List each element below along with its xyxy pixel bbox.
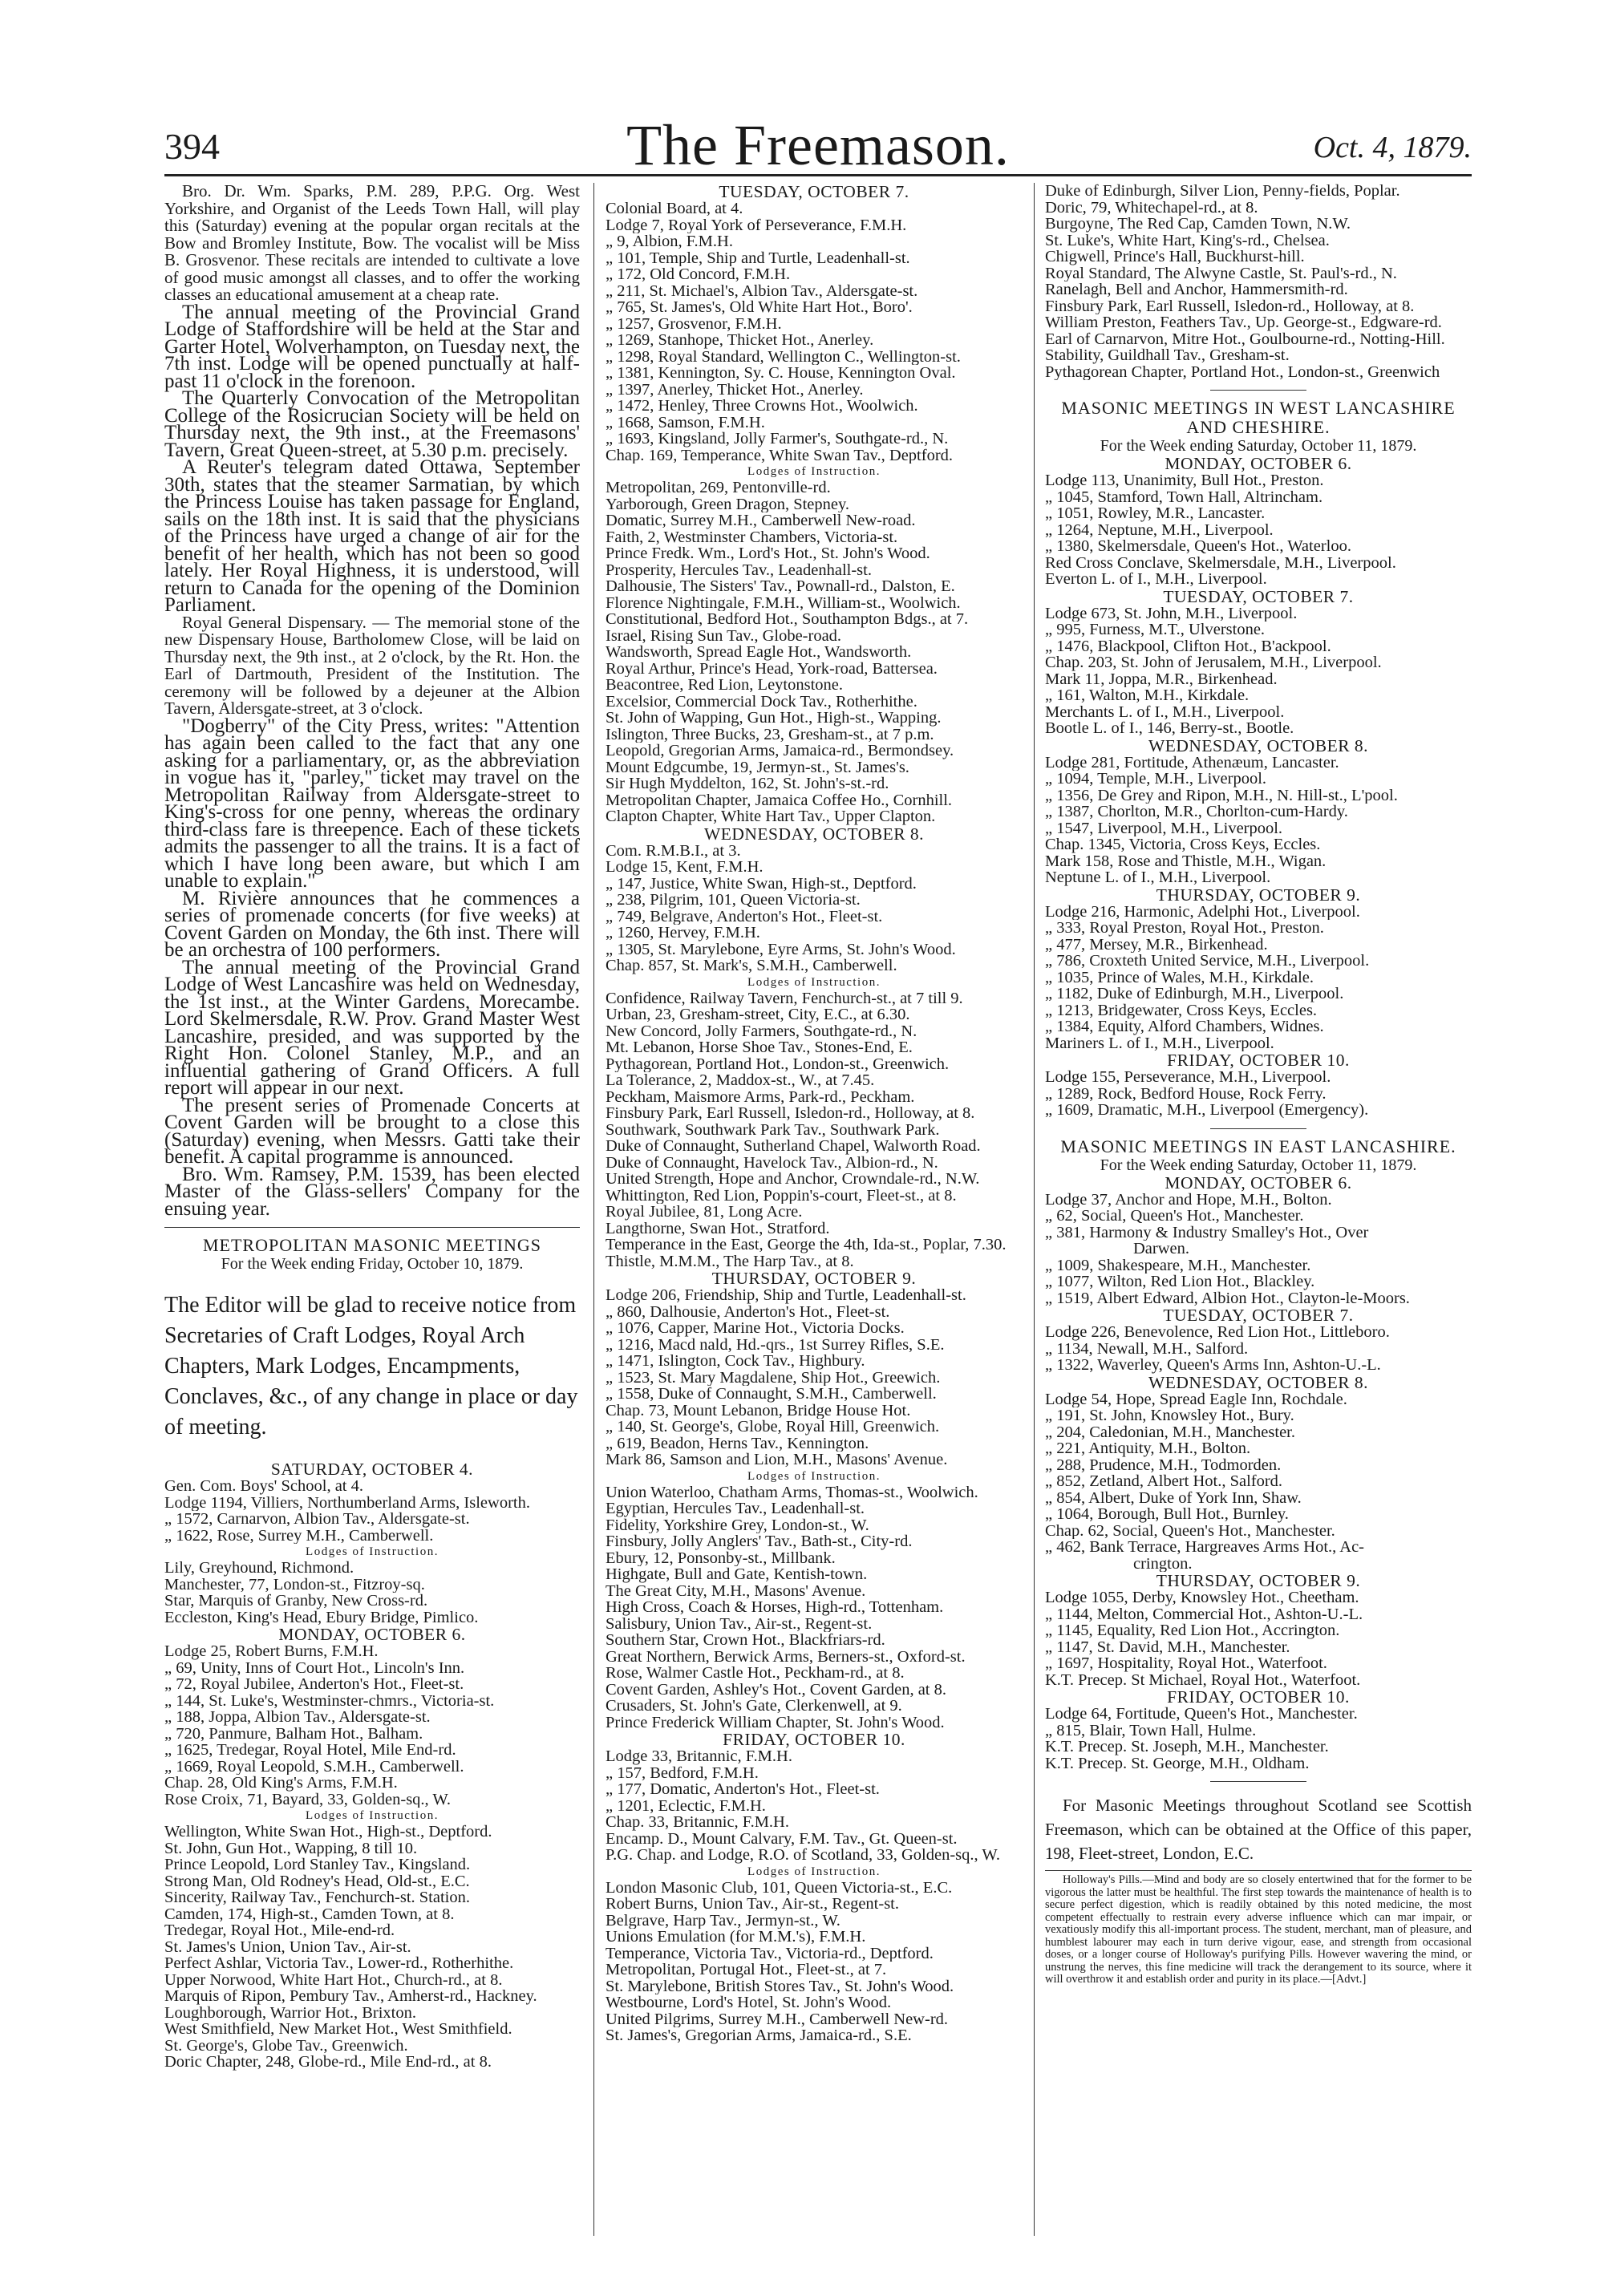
masthead-rule	[164, 174, 1472, 176]
meeting-list	[1045, 605, 1472, 737]
list-item: „ 1298, Royal Standard, Wellington C., Wellington-st.	[606, 348, 961, 365]
list-item: Finsbury, Jolly Anglers' Tav., Bath-st., City-rd.	[606, 1533, 913, 1550]
instruction-heading: Lodges of Instruction.	[747, 465, 881, 478]
list-item: Unions Emulation (for M.M.'s), F.M.H.	[606, 1929, 866, 1946]
list-item: Chap. 33, Britannic, F.M.H.	[606, 1814, 789, 1831]
list-item: „ 1305, St. Marylebone, Eyre Arms, St. John's Wood.	[606, 941, 956, 958]
list-item: Mount Edgcumbe, 19, Jermyn-st., St. James's.	[606, 759, 909, 775]
list-item: „ 1216, Macd nald, Hd.-qrs., 1st Surrey Rifles, S.E.	[606, 1336, 945, 1353]
list-item: Royal Standard, The Alwyne Castle, St. Paul's-rd., N.	[1045, 265, 1397, 281]
list-item: Stability, Guildhall Tav., Gresham-st.	[1045, 347, 1290, 364]
list-item: „ 1077, Wilton, Red Lion Hot., Blackley.	[1045, 1274, 1315, 1290]
list-item: St. John, Gun Hot., Wapping, 8 till 10.	[164, 1840, 418, 1857]
list-item: Everton L. of I., M.H., Liverpool.	[1045, 571, 1267, 588]
list-item: Finsbury Park, Earl Russell, Isledon-rd., Holloway, at 8.	[606, 1105, 975, 1122]
meeting-list	[606, 1880, 1023, 2044]
day-heading: TUESDAY, OCTOBER 7.	[1163, 1306, 1354, 1325]
list-item: „ 1201, Eclectic, F.M.H.	[606, 1797, 766, 1814]
list-item: Prince Frederick William Chapter, St. John's Wood.	[606, 1714, 945, 1731]
day-heading: TUESDAY, OCTOBER 7.	[719, 182, 909, 201]
list-item: „ 161, Walton, M.H., Kirkdale.	[1045, 687, 1250, 704]
list-item: „ 1381, Kennington, Sy. C. House, Kennington Oval.	[606, 365, 956, 382]
list-item: „ 144, St. Luke's, Westminster-chmrs., Victoria-st.	[164, 1692, 495, 1709]
list-item: Lodge 206, Friendship, Ship and Turtle, Leadenhall-st.	[606, 1287, 966, 1304]
list-item: Burgoyne, The Red Cap, Camden Town, N.W.	[1045, 216, 1351, 233]
meeting-list	[1045, 1391, 1472, 1573]
list-item: Mt. Lebanon, Horse Shoe Tav., Stones-End, E.	[606, 1039, 913, 1056]
list-item: Colonial Board, at 4.	[606, 200, 743, 217]
list-item: Doric, 79, Whitechapel-rd., at 8.	[1045, 199, 1258, 216]
list-item: Lodge 54, Hope, Spread Eagle Inn, Rochdale.	[1045, 1391, 1347, 1407]
list-item: Salisbury, Union Tav., Air-st., Regent-st.	[606, 1615, 873, 1632]
list-item: Wandsworth, Spread Eagle Hot., Wandsworth.	[606, 644, 912, 661]
list-item: „ 1397, Anerley, Thicket Hot., Anerley.	[606, 381, 864, 398]
list-item: Metropolitan, Portugal Hot., Fleet-st., at 7.	[606, 1962, 887, 1978]
list-item: Lodge 25, Robert Burns, F.M.H.	[164, 1643, 379, 1660]
list-item: „ 1182, Duke of Edinburgh, M.H., Liverpool.	[1045, 986, 1344, 1002]
list-item: „ 1269, Stanhope, Thicket Hot., Anerley.	[606, 332, 874, 349]
news-paragraph: Royal General Dispensary. — The memorial stone of the new Dispensary House, Bartholomew Close, will be laid on Thursday next, the 9th inst., at 2 o'clock, by the Rt. Hon. the Earl of Dartmouth, President of the Institution. The ceremony will be followed by a dejeuner at the Albion Tavern, Aldersgate-street, at 3 o'clock.	[164, 612, 580, 718]
list-item: „ 765, St. James's, Old White Hart Hot., Boro'.	[606, 299, 913, 316]
list-item: „ 72, Royal Jubilee, Anderton's Hot., Fleet-st.	[164, 1676, 464, 1693]
list-item: Thistle, M.M.M., The Harp Tav., at 8.	[606, 1253, 854, 1269]
list-item: „ 1519, Albert Edward, Albion Hot., Clayton-le-Moors.	[1045, 1290, 1410, 1306]
list-item: K.T. Precep. St Michael, Royal Hot., Waterfoot.	[1045, 1671, 1361, 1688]
list-item: Egyptian, Hercules Tav., Leadenhall-st.	[606, 1500, 865, 1517]
list-item: „ 157, Bedford, F.M.H.	[606, 1764, 759, 1781]
list-item: Beacontree, Red Lion, Leytonstone.	[606, 677, 844, 694]
news-paragraph: Bro. Wm. Ramsey, P.M. 1539, has been elected Master of the Glass-sellers' Company for the ensuing year.	[164, 1163, 580, 1220]
list-item: Duke of Connaught, Sutherland Chapel, Walworth Road.	[606, 1138, 981, 1155]
list-item: „ 69, Unity, Inns of Court Hot., Lincoln's Inn.	[164, 1659, 465, 1676]
list-item: „ 1356, De Grey and Ripon, M.H., N. Hill-st., L'pool.	[1045, 787, 1398, 804]
list-item: „ 1322, Waverley, Queen's Arms Inn, Ashton-U.-L.	[1045, 1357, 1381, 1374]
list-item: „ 101, Temple, Ship and Turtle, Leadenhall-st.	[606, 249, 910, 266]
meeting-list	[164, 1824, 580, 2071]
list-item: „ 852, Zetland, Albert Hot., Salford.	[1045, 1473, 1283, 1490]
list-item: „ 1145, Equality, Red Lion Hot., Accrington.	[1045, 1622, 1340, 1639]
list-item: Ebury, 12, Ponsonby-st., Millbank.	[606, 1549, 836, 1566]
day-heading: FRIDAY, OCTOBER 10.	[1167, 1051, 1350, 1070]
list-item: „ 860, Dalhousie, Anderton's Hot., Fleet-st.	[606, 1303, 890, 1320]
list-item: Lodge 1055, Derby, Knowsley Hot., Cheetham.	[1045, 1589, 1359, 1606]
list-item: „ 786, Croxteth United Service, M.H., Liverpool.	[1045, 953, 1370, 970]
list-item: Pythagorean, Portland Hot., London-st., Greenwich.	[606, 1055, 950, 1072]
list-item: United Strength, Hope and Anchor, Crowndale-rd., N.W.	[606, 1171, 980, 1188]
list-item: Chap. 203, St. John of Jerusalem, M.H., Liverpool.	[1045, 654, 1382, 671]
list-item: Lodge 113, Unanimity, Bull Hot., Preston.	[1045, 472, 1324, 489]
day-heading: WEDNESDAY, OCTOBER 8.	[703, 824, 925, 844]
list-item: Sincerity, Railway Tav., Fenchurch-st. Station.	[164, 1889, 470, 1906]
list-item: „ 1387, Chorlton, M.R., Chorlton-cum-Hardy.	[1045, 804, 1348, 820]
list-item: Crusaders, St. John's Gate, Clerkenwell, at 9.	[606, 1698, 902, 1715]
list-item: „ 1668, Samson, F.M.H.	[606, 414, 765, 431]
list-item: K.T. Precep. St. Joseph, M.H., Manchester.	[1045, 1739, 1329, 1755]
list-item: „ 381, Harmony & Industry Smalley's Hot., Over	[1045, 1224, 1369, 1241]
list-item: K.T. Precep. St. George, M.H., Oldham.	[1045, 1755, 1310, 1772]
list-item: Fidelity, Yorkshire Grey, London-st., W.	[606, 1516, 869, 1533]
list-item: „ 1572, Carnarvon, Albion Tav., Aldersgate-st.	[164, 1511, 470, 1528]
list-item: New Concord, Jolly Farmers, Southgate-rd., N.	[606, 1022, 917, 1039]
column-divider	[593, 183, 594, 2236]
list-item: Prosperity, Hercules Tav., Leadenhall-st.	[606, 561, 872, 578]
day-heading: WEDNESDAY, OCTOBER 8.	[1148, 735, 1369, 755]
list-item: Rose Croix, 71, Bayard, 33, Golden-sq., W.	[164, 1791, 452, 1808]
section-rule	[1210, 1781, 1306, 1782]
list-item: Clapton Chapter, White Hart Tav., Upper Clapton.	[606, 808, 936, 825]
list-item: „ 1625, Tredegar, Royal Hotel, Mile End-rd.	[164, 1742, 456, 1759]
list-item: St. George's, Globe Tav., Greenwich.	[164, 2037, 408, 2054]
list-item: Belgrave, Harp Tav., Jermyn-st., W.	[606, 1912, 840, 1929]
list-item: „ 1264, Neptune, M.H., Liverpool.	[1045, 521, 1274, 538]
list-item: Florence Nightingale, F.M.H., William-st., Woolwich.	[606, 594, 961, 611]
list-item: La Tolerance, 2, Maddox-st., W., at 7.45.	[606, 1072, 875, 1089]
list-item: Whittington, Red Lion, Poppin's-court, Fleet-st., at 8.	[606, 1187, 957, 1204]
newspaper-title: The Freemason.	[626, 113, 1010, 177]
list-item: Lodge 226, Benevolence, Red Lion Hot., Littleboro.	[1045, 1324, 1390, 1341]
instruction-heading: Lodges of Instruction.	[306, 1545, 439, 1558]
news-paragraph: M. Rivière announces that he commences a series of promenade concerts (for five weeks) at Covent Garden on Monday, the 6th inst. There will be an orchestra of 100 performers.	[164, 887, 580, 961]
list-item: „ 1669, Royal Leopold, S.M.H., Camberwell.	[164, 1758, 464, 1775]
section-heading: METROPOLITAN MASONIC MEETINGS	[202, 1235, 541, 1255]
list-item: West Smithfield, New Market Hot., West Smithfield.	[164, 2021, 512, 2038]
list-item: Royal Jubilee, 81, Long Acre.	[606, 1204, 803, 1221]
list-item: Temperance in the East, George the 4th, Ida-st., Poplar, 7.30.	[606, 1237, 1007, 1253]
list-item: Duke of Connaught, Havelock Tav., Albion-rd., N.	[606, 1154, 938, 1171]
list-item: Temperance, Victoria Tav., Victoria-rd., Deptford.	[606, 1945, 934, 1962]
news-paragraph: Bro. Dr. Wm. Sparks, P.M. 289, P.P.G. Org. West Yorkshire, and Organist of the Leeds Town Hall, will play this (Saturday) evening at the popular organ recitals at the Bow and Bromley Institute, Bow. The vocalist will be Miss B. Grosvenor. These recitals are intended to cultivate a love of good music amongst all classes, and to offer the working classes an educational amusement at a cheap rate.	[164, 181, 580, 304]
meeting-list	[1045, 472, 1472, 588]
list-item: „ 288, Prudence, M.H., Todmorden.	[1045, 1456, 1282, 1473]
list-item: „ 177, Domatic, Anderton's Hot., Fleet-st.	[606, 1781, 880, 1798]
instruction-heading: Lodges of Instruction.	[747, 1469, 881, 1483]
list-item: „ 815, Blair, Town Hall, Hulme.	[1045, 1722, 1257, 1739]
meeting-list	[606, 990, 1023, 1270]
list-item: William Preston, Feathers Tav., Up. George-st., Edgware-rd.	[1045, 314, 1442, 331]
list-item: Lodge 155, Perseverance, M.H., Liverpool.	[1045, 1069, 1331, 1086]
list-item: Lodge 673, St. John, M.H., Liverpool.	[1045, 605, 1298, 622]
list-item: St. Luke's, White Hart, King's-rd., Chelsea.	[1045, 232, 1330, 249]
list-item: Lodge 1194, Villiers, Northumberland Arms, Isleworth.	[164, 1494, 530, 1511]
list-item: „ 211, St. Michael's, Albion Tav., Aldersgate-st.	[606, 282, 918, 299]
section-rule	[1210, 390, 1306, 391]
section-subheading: For the Week ending Saturday, October 11, 1879.	[1100, 1156, 1417, 1174]
meeting-list	[164, 1478, 580, 1544]
instruction-heading: Lodges of Instruction.	[747, 975, 881, 989]
list-item: Chigwell, Prince's Hall, Buckhurst-hill.	[1045, 249, 1305, 265]
list-item: „ 1051, Rowley, M.R., Lancaster.	[1045, 505, 1266, 522]
list-item: „ 147, Justice, White Swan, High-st., Deptford.	[606, 875, 917, 892]
news-paragraph: A Reuter's telegram dated Ottawa, September 30th, states that the steamer Sarmatian, by which the Princess Louise has taken passage for England, sails on the 18th inst. It is said that the physicians of the Princess have urged a change of air for the benefit of her health, which has not been so good lately. Her Royal Highness, it is understood, will return to Canada for the opening of the Dominion Parliament.	[164, 456, 580, 616]
list-item: „ 1289, Rock, Bedford House, Rock Ferry.	[1045, 1085, 1327, 1102]
list-item: „ 462, Bank Terrace, Hargreaves Arms Hot., Ac-	[1045, 1539, 1364, 1556]
list-item: „ 1045, Stamford, Town Hall, Altrincham.	[1045, 488, 1323, 505]
column-2	[606, 183, 1023, 2044]
list-item: Prince Leopold, Lord Stanley Tav., Kingsland.	[164, 1857, 471, 1873]
list-item: Urban, 23, Gresham-street, City, E.C., at 6.30.	[606, 1006, 910, 1023]
editor-notice: The Editor will be glad to receive notice from Secretaries of Craft Lodges, Royal Arch Chapters, Mark Lodges, Encampments, Conclaves, &c., of any change in place or day of meeting.	[164, 1293, 578, 1440]
list-item: Mark 86, Samson and Lion, M.H., Masons' Avenue.	[606, 1452, 948, 1468]
list-item: „ 619, Beadon, Herns Tav., Kennington.	[606, 1435, 869, 1452]
list-item: Covent Garden, Ashley's Hot., Covent Garden, at 8.	[606, 1681, 947, 1698]
list-item: Israel, Rising Sun Tav., Globe-road.	[606, 627, 842, 644]
list-item: Dalhousie, The Sisters' Tav., Pownall-rd., Dalston, E.	[606, 578, 955, 595]
list-item: Perfect Ashlar, Victoria Tav., Lower-rd., Rotherhithe.	[164, 1955, 514, 1972]
list-item: Union Waterloo, Chatham Arms, Thomas-st., Woolwich.	[606, 1484, 978, 1500]
list-item: „ 1076, Capper, Marine Hot., Victoria Docks.	[606, 1320, 905, 1337]
list-item: „ 1094, Temple, M.H., Liverpool.	[1045, 771, 1267, 788]
list-item: St. John of Wapping, Gun Hot., High-st., Wapping.	[606, 710, 942, 727]
meeting-list	[1045, 755, 1472, 886]
list-item: Faith, 2, Westminster Chambers, Victoria-st.	[606, 528, 898, 545]
list-item: Mark 11, Joppa, M.R., Birkenhead.	[1045, 670, 1278, 687]
list-item: Langthorne, Swan Hot., Stratford.	[606, 1220, 830, 1237]
list-item: „ 1523, St. Mary Magdalene, Ship Hot., Greewich.	[606, 1369, 941, 1386]
list-item: Marquis of Ripon, Pembury Tav., Amherst-rd., Hackney.	[164, 1988, 537, 2005]
list-item: Red Cross Conclave, Skelmersdale, M.H., Liverpool.	[1045, 554, 1396, 571]
list-item: Loughborough, Warrior Hot., Brixton.	[164, 2004, 416, 2021]
list-item: Neptune L. of I., M.H., Liverpool.	[1045, 869, 1271, 886]
list-item: Excelsior, Commercial Dock Tav., Rotherhithe.	[606, 693, 917, 710]
list-item: Encamp. D., Mount Calvary, F.M. Tav., Gt. Queen-st.	[606, 1830, 958, 1847]
list-item: Chap. 857, St. Mark's, S.M.H., Camberwell.	[606, 958, 897, 974]
meeting-list	[1045, 183, 1472, 380]
news-paragraph: The annual meeting of the Provincial Grand Lodge of West Lancashire was held on Wednesday, the 1st inst., at the Winter Gardens, Morecambe. Lord Skelmersdale, R.W. Prov. Grand Master West Lancashire, presided, and was supported by the Right Hon. Colonel Stanley, M.P., and an influential gathering of Grand Officers. A full report will appear in our next.	[164, 956, 580, 1099]
day-heading: FRIDAY, OCTOBER 10.	[1167, 1687, 1350, 1707]
list-item: „ 1213, Bridgewater, Cross Keys, Eccles.	[1045, 1002, 1318, 1018]
list-item: Manchester, 77, London-st., Fitzroy-sq.	[164, 1576, 425, 1593]
list-item: Tredegar, Royal Hot., Mile-end-rd.	[164, 1922, 395, 1939]
news-paragraph: The annual meeting of the Provincial Grand Lodge of Staffordshire will be held at the Star and Garter Hotel, Wolverhampton, on Tuesday next, the 7th inst. Lodge will be opened punctually at half-past 11 o'clock in the forenoon.	[164, 301, 580, 392]
list-item: „ 1547, Liverpool, M.H., Liverpool.	[1045, 820, 1283, 836]
instruction-heading: Lodges of Instruction.	[747, 1865, 881, 1878]
list-item: St. James's Union, Union Tav., Air-st.	[164, 1938, 411, 1955]
section-subheading: For the Week ending Friday, October 10, 1879.	[221, 1255, 524, 1273]
list-item: Bootle L. of I., 146, Berry-st., Bootle.	[1045, 720, 1294, 737]
list-item: Yarborough, Green Dragon, Stepney.	[606, 496, 850, 512]
page-number: 394	[164, 126, 220, 167]
list-item: Constitutional, Bedford Hot., Southampton Bdgs., at 7.	[606, 611, 969, 628]
list-item: „ 1257, Grosvenor, F.M.H.	[606, 315, 782, 332]
list-item: Sir Hugh Myddelton, 162, St. John's-st.-rd.	[606, 775, 889, 792]
day-heading: MONDAY, OCTOBER 6.	[1165, 454, 1352, 473]
list-item: „ 854, Albert, Duke of York Inn, Shaw.	[1045, 1489, 1302, 1506]
list-item: The Great City, M.H., Masons' Avenue.	[606, 1582, 866, 1599]
list-item: „ 1693, Kingsland, Jolly Farmer's, Southgate-rd., N.	[606, 431, 949, 447]
list-item: „ 1035, Prince of Wales, M.H., Kirkdale.	[1045, 969, 1314, 986]
list-item: Lodge 37, Anchor and Hope, M.H., Bolton.	[1045, 1191, 1332, 1208]
list-item: Lodge 64, Fortitude, Queen's Hot., Manchester.	[1045, 1706, 1358, 1723]
list-item: Upper Norwood, White Hart Hot., Church-rd., at 8.	[164, 1971, 503, 1988]
list-item: Leopold, Gregorian Arms, Jamaica-rd., Bermondsey.	[606, 743, 954, 759]
list-item: „ 1476, Blackpool, Clifton Hot., B'ackpool.	[1045, 638, 1331, 654]
list-item: crington.	[1133, 1555, 1193, 1572]
list-item: Chap. 62, Social, Queen's Hot., Manchester.	[1045, 1522, 1335, 1539]
list-item: Lodge 216, Harmonic, Adelphi Hot., Liverpool.	[1045, 903, 1360, 920]
section-rule	[1045, 1870, 1472, 1871]
list-item: Finsbury Park, Earl Russell, Isledon-rd., Holloway, at 8.	[1045, 298, 1415, 314]
list-item: Chap. 28, Old King's Arms, F.M.H.	[164, 1775, 398, 1792]
list-item: Lodge 281, Fortitude, Athenæum, Lancaster.	[1045, 754, 1339, 771]
section-rule	[164, 1227, 580, 1228]
list-item: Lily, Greyhound, Richmond.	[164, 1560, 354, 1577]
list-item: St. Marylebone, British Stores Tav., St. John's Wood.	[606, 1978, 954, 1994]
list-item: „ 1609, Dramatic, M.H., Liverpool (Emergency).	[1045, 1102, 1369, 1119]
list-item: Confidence, Railway Tavern, Fenchurch-st., at 7 till 9.	[606, 990, 963, 1006]
meeting-list	[1045, 1192, 1472, 1307]
news-paragraph: "Dogberry" of the City Press, writes: "Attention has again been called to the fact that any one asking for a parliamentary, or, as the abbreviation in vogue has it, "parley," ticket may travel on the Metropolitan Railway from Aldersgate-street to King's-cross for one penny, whereas the ordinary third-class fare is threepence. Each of these tickets admits the passenger to all the trains. It is a fact of which I have long been aware, but which I am unable to explain."	[164, 715, 580, 892]
list-item: „ 1558, Duke of Connaught, S.M.H., Camberwell.	[606, 1386, 937, 1403]
list-item: Doric Chapter, 248, Globe-rd., Mile End-rd., at 8.	[164, 2054, 492, 2071]
news-paragraph: The Quarterly Convocation of the Metropolitan College of the Rosicrucian Society will be held on Thursday next, the 9th inst., at the Freemasons' Tavern, Great Queen-street, at 5.30 p.m. precisely.	[164, 387, 580, 461]
meeting-list	[164, 1560, 580, 1626]
list-item: Earl of Carnarvon, Mitre Hot., Goulbourne-rd., Notting-Hill.	[1045, 330, 1445, 347]
list-item: Com. R.M.B.I., at 3.	[606, 842, 741, 859]
list-item: United Pilgrims, Surrey M.H., Camberwell New-rd.	[606, 2011, 949, 2027]
list-item: „ 1384, Equity, Alford Chambers, Widnes.	[1045, 1018, 1324, 1035]
day-heading: TUESDAY, OCTOBER 7.	[1163, 586, 1354, 606]
meeting-list	[164, 1643, 580, 1808]
meeting-list	[1045, 1589, 1472, 1688]
column-1	[164, 183, 580, 2071]
list-item: Star, Marquis of Granby, New Cross-rd.	[164, 1593, 428, 1610]
section-heading: MASONIC MEETINGS IN EAST LANCASHIRE.	[1060, 1136, 1456, 1156]
list-item: „ 1622, Rose, Surrey M.H., Camberwell.	[164, 1527, 434, 1544]
scotland-notice: For Masonic Meetings throughout Scotland see Scottish Freemason, which can be obtained at the Office of this paper, 198, Fleet-street, London, E.C.	[1045, 1796, 1472, 1863]
list-item: Robert Burns, Union Tav., Air-st., Regent-st.	[606, 1896, 899, 1913]
list-item: St. James's, Gregorian Arms, Jamaica-rd., S.E.	[606, 2027, 912, 2044]
list-item: Eccleston, King's Head, Ebury Bridge, Pimlico.	[164, 1609, 479, 1626]
masthead	[164, 111, 1472, 175]
column-divider	[1034, 183, 1035, 2236]
list-item: Great Northern, Berwick Arms, Berners-st., Oxford-st.	[606, 1648, 966, 1665]
meeting-list	[1045, 1324, 1472, 1374]
list-item: Mark 158, Rose and Thistle, M.H., Wigan.	[1045, 852, 1327, 869]
list-item: Wellington, White Swan Hot., High-st., Deptford.	[164, 1824, 492, 1840]
day-heading: THURSDAY, OCTOBER 9.	[711, 1269, 917, 1288]
list-item: Lodge 15, Kent, F.M.H.	[606, 859, 764, 876]
meeting-list	[1045, 1706, 1472, 1772]
list-item: „ 477, Mersey, M.R., Birkenhead.	[1045, 936, 1268, 953]
list-item: Chap. 73, Mount Lebanon, Bridge House Hot.	[606, 1402, 911, 1419]
meeting-list	[606, 1287, 1023, 1468]
list-item: Metropolitan Chapter, Jamaica Coffee Ho., Cornhill.	[606, 792, 953, 808]
list-item: Chap. 1345, Victoria, Cross Keys, Eccles.	[1045, 836, 1321, 853]
list-item: „ 172, Old Concord, F.M.H.	[606, 266, 791, 283]
list-item: P.G. Chap. and Lodge, R.O. of Scotland, 33, Golden-sq., W.	[606, 1847, 1000, 1864]
list-item: „ 749, Belgrave, Anderton's Hot., Fleet-st.	[606, 908, 883, 925]
list-item: High Cross, Coach & Horses, High-rd., Tottenham.	[606, 1599, 944, 1616]
list-item: Rose, Walmer Castle Hot., Peckham-rd., at 8.	[606, 1665, 905, 1682]
day-heading: MONDAY, OCTOBER 6.	[278, 1625, 466, 1644]
list-item: Southern Star, Crown Hot., Blackfriars-rd.	[606, 1632, 885, 1649]
instruction-heading: Lodges of Instruction.	[306, 1809, 439, 1822]
meeting-list	[1045, 904, 1472, 1052]
day-heading: WEDNESDAY, OCTOBER 8.	[1148, 1372, 1369, 1392]
list-item: „ 720, Panmure, Balham Hot., Balham.	[164, 1725, 423, 1742]
list-item: Pythagorean Chapter, Portland Hot., London-st., Greenwich	[1045, 363, 1440, 380]
news-paragraph: The present series of Promenade Concerts at Covent Garden will be brought to a close this (Saturday) evening, when Messrs. Gatti take their benefit. A capital programme is announced.	[164, 1094, 580, 1168]
meeting-list	[1045, 1069, 1472, 1119]
list-item: „ 9, Albion, F.M.H.	[606, 233, 733, 250]
meeting-list	[606, 1748, 1023, 1864]
meeting-list	[606, 480, 1023, 825]
section-heading: MASONIC MEETINGS IN WEST LANCASHIRE AND CHESHIRE.	[1061, 398, 1456, 437]
advertisement: Holloway's Pills.—Mind and body are so closely entertwined that for the former to be vigorous the latter must be healthful. The first step towards the maintenance of health is to secure perfect digestion, which is readily obtained by this noted medicine, the most competent effectually to restrain every adverse influence which can mar impair, or vexatiously modify this all-important process. The student, merchant, man of pleasure, and humblest labourer may each in turn derive vigour, ease, and strength from occasional doses, or a longer course of Holloway's purifying Pills. However wavering the mind, or unstrung the nerves, this fine medicine will track the derangement to its source, where it will overthrow it and establish order and purity in its place.—[Advt.]	[1045, 1873, 1472, 1986]
list-item: Southwark, Southwark Park Tav., Southwark Park.	[606, 1121, 940, 1138]
list-item: Royal Arthur, Prince's Head, York-road, Battersea.	[606, 660, 938, 677]
day-heading: SATURDAY, OCTOBER 4.	[270, 1460, 474, 1479]
day-heading: THURSDAY, OCTOBER 9.	[1156, 885, 1361, 905]
list-item: „ 1472, Henley, Three Crowns Hot., Woolwich.	[606, 398, 918, 415]
list-item: „ 62, Social, Queen's Hot., Manchester.	[1045, 1208, 1304, 1225]
list-item: „ 238, Pilgrim, 101, Queen Victoria-st.	[606, 892, 861, 909]
list-item: „ 1697, Hospitality, Royal Hot., Waterfoot.	[1045, 1655, 1327, 1672]
list-item: „ 191, St. John, Knowsley Hot., Bury.	[1045, 1407, 1294, 1424]
list-item: Islington, Three Bucks, 23, Gresham-st., at 7 p.m.	[606, 726, 934, 743]
list-item: „ 204, Caledonian, M.H., Manchester.	[1045, 1423, 1295, 1440]
list-item: Duke of Edinburgh, Silver Lion, Penny-fields, Poplar.	[1045, 183, 1400, 200]
list-item: „ 1144, Melton, Commercial Hot., Ashton-U.-L.	[1045, 1606, 1363, 1622]
day-heading: MONDAY, OCTOBER 6.	[1165, 1172, 1352, 1193]
section-subheading: For the Week ending Saturday, October 11, 1879.	[1100, 437, 1417, 455]
column-3	[1045, 183, 1472, 1986]
list-item: Strong Man, Old Rodney's Head, Old-st., E.C.	[164, 1873, 470, 1889]
list-item: Chap. 169, Temperance, White Swan Tav., Deptford.	[606, 447, 954, 464]
day-heading: THURSDAY, OCTOBER 9.	[1156, 1571, 1361, 1590]
list-item: Peckham, Maismore Arms, Park-rd., Peckham.	[606, 1088, 915, 1105]
day-heading: FRIDAY, OCTOBER 10.	[723, 1730, 905, 1749]
list-item: „ 1471, Islington, Cock Tav., Highbury.	[606, 1353, 865, 1370]
list-item: „ 1134, Newall, M.H., Salford.	[1045, 1340, 1249, 1357]
list-item: London Masonic Club, 101, Queen Victoria-st., E.C.	[606, 1879, 953, 1896]
list-item: „ 1147, St. David, M.H., Manchester.	[1045, 1638, 1290, 1655]
list-item: Highgate, Bull and Gate, Kentish-town.	[606, 1566, 868, 1583]
list-item: „ 1260, Hervey, F.M.H.	[606, 925, 760, 941]
list-item: Camden, 174, High-st., Camden Town, at 8.	[164, 1905, 455, 1922]
list-item: Ranelagh, Bell and Anchor, Hammersmith-rd.	[1045, 281, 1348, 298]
list-item: „ 1009, Shakespeare, M.H., Manchester.	[1045, 1257, 1311, 1274]
list-item: „ 1380, Skelmersdale, Queen's Hot., Waterloo.	[1045, 538, 1351, 555]
issue-date: Oct. 4, 1879.	[1313, 131, 1472, 164]
section-rule	[1210, 1128, 1306, 1129]
list-item: „ 140, St. George's, Globe, Royal Hill, Greenwich.	[606, 1419, 940, 1436]
list-item: Lodge 33, Britannic, F.M.H.	[606, 1748, 792, 1765]
list-item: Gen. Com. Boys' School, at 4.	[164, 1478, 363, 1495]
list-item: „ 1064, Borough, Bull Hot., Burnley.	[1045, 1506, 1289, 1523]
list-item: Merchants L. of I., M.H., Liverpool.	[1045, 703, 1285, 720]
meeting-list	[606, 200, 1023, 464]
list-item: Lodge 7, Royal York of Perseverance, F.M.H.	[606, 217, 907, 233]
meeting-list	[606, 1484, 1023, 1731]
list-item: „ 188, Joppa, Albion Tav., Aldersgate-st.	[164, 1709, 431, 1726]
list-item: Mariners L. of I., M.H., Liverpool.	[1045, 1035, 1274, 1051]
meeting-list	[606, 843, 1023, 974]
list-item: Darwen.	[1133, 1241, 1190, 1257]
list-item: Domatic, Surrey M.H., Camberwell New-road.	[606, 512, 916, 529]
list-item: Prince Fredk. Wm., Lord's Hot., St. John's Wood.	[606, 545, 930, 562]
list-item: „ 995, Furness, M.T., Ulverstone.	[1045, 622, 1266, 638]
list-item: „ 333, Royal Preston, Royal Hot., Preston.	[1045, 920, 1324, 937]
list-item: Westbourne, Lord's Hotel, St. John's Wood.	[606, 1994, 892, 2011]
list-item: Metropolitan, 269, Pentonville-rd.	[606, 480, 831, 496]
list-item: „ 221, Antiquity, M.H., Bolton.	[1045, 1440, 1251, 1457]
